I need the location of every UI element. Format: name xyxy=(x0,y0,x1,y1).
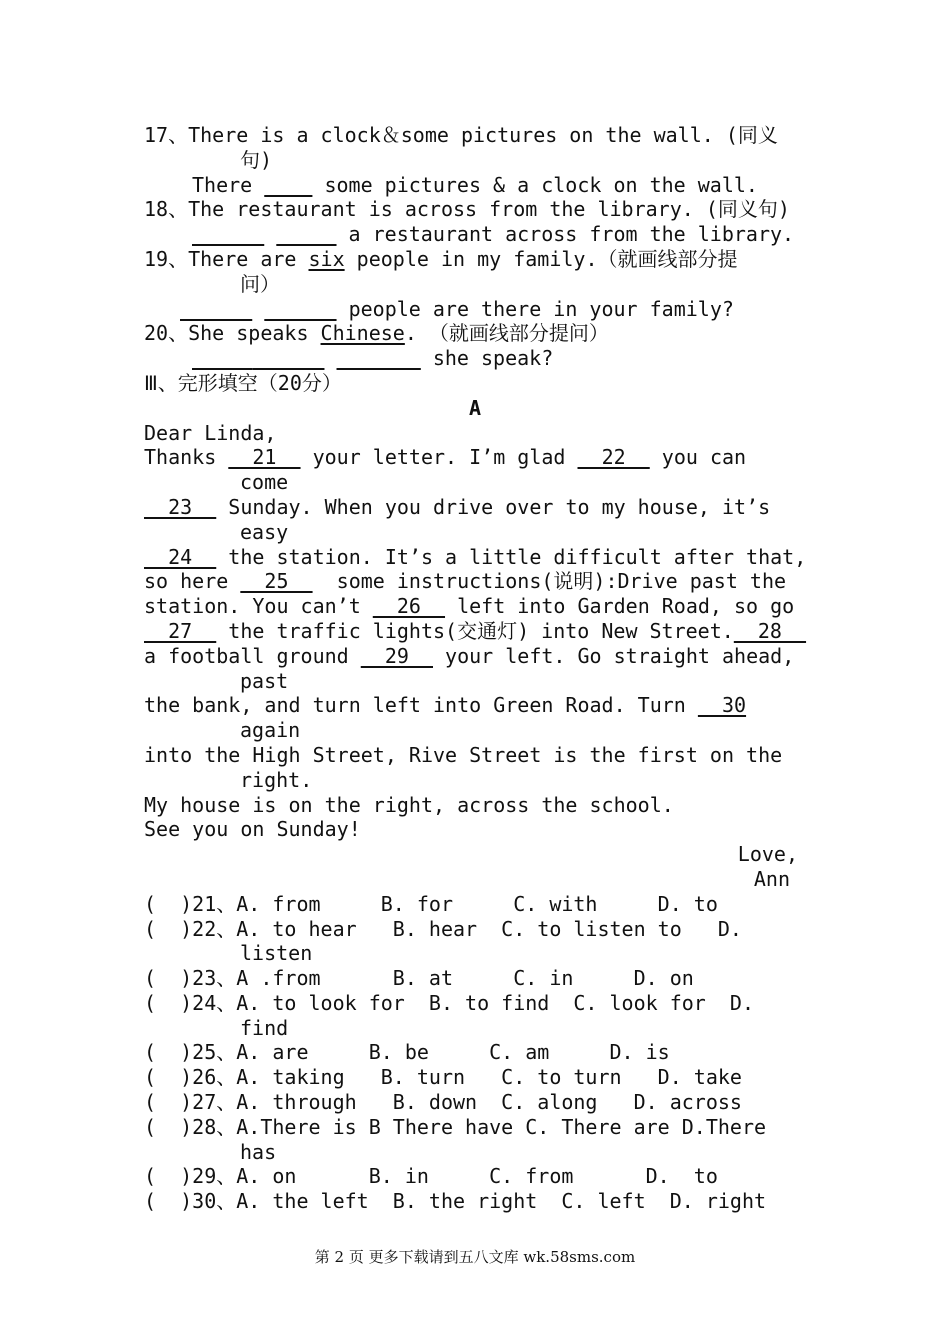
question-19-cont-text: 问） xyxy=(240,271,280,296)
letter-text: the bank, and turn left into Green Road. Turn xyxy=(144,693,698,718)
letter-text: your left. Go straight ahead, xyxy=(433,643,795,668)
blank-19-1[interactable] xyxy=(180,297,252,321)
letter-line-9-cont: right. xyxy=(240,767,313,792)
answer-20-rest: she speak? xyxy=(420,346,554,371)
option-row-27: ( )27、A. through B. down C. along D. across xyxy=(144,1090,742,1115)
letter-line-2-cont: easy xyxy=(240,519,289,544)
option-row-26: ( )26、A. taking B. turn C. to turn D. take xyxy=(144,1065,742,1090)
letter-line-1 xyxy=(144,445,806,470)
question-20-pre: 20、She speaks xyxy=(144,321,321,346)
option-row-22-cont: listen xyxy=(240,941,313,966)
blank-18-1[interactable] xyxy=(192,222,264,246)
letter-text: Thanks xyxy=(144,445,229,470)
blank-19-2[interactable] xyxy=(264,297,336,321)
question-19 xyxy=(144,247,806,272)
question-17 xyxy=(144,123,806,148)
blank-23[interactable]: 23 xyxy=(144,494,217,519)
blank-17[interactable] xyxy=(264,173,312,197)
letter-line-2 xyxy=(144,495,806,520)
option-row-28: ( )28、A.There is B There have C. There are D.There xyxy=(144,1114,767,1139)
option-row-22: ( )22、A. to hear B. hear C. to listen to D. xyxy=(144,916,742,941)
blank-29[interactable]: 29 xyxy=(360,643,433,668)
letter-line-7-cont: past xyxy=(240,668,289,693)
blank-28[interactable]: 28 xyxy=(733,618,807,643)
page-footer: 第 2 页 更多下载请到五八文库 wk.58sms.com xyxy=(314,1248,636,1266)
letter-line-9: into the High Street, Rive Street is the first on the xyxy=(144,742,783,767)
question-19-underlined: six xyxy=(308,246,345,271)
blank-25[interactable]: 25 xyxy=(240,569,313,594)
option-row-23: ( )23、A .from B. at C. in D. on xyxy=(144,966,694,991)
letter-line-3 xyxy=(144,545,806,570)
blank-27[interactable]: 27 xyxy=(144,618,217,643)
answer-17-start: There xyxy=(192,172,265,197)
letter-closing: Love, xyxy=(737,842,798,867)
section-heading xyxy=(144,371,806,396)
letter-line-8 xyxy=(144,693,806,718)
blank-20-3[interactable] xyxy=(337,346,421,370)
question-20-underlined: Chinese xyxy=(320,321,405,346)
blank-30[interactable]: 30 xyxy=(697,693,747,718)
blank-18-2[interactable] xyxy=(276,222,336,246)
blank-26[interactable]: 26 xyxy=(372,594,446,619)
question-19-cont xyxy=(144,272,806,297)
letter-line-10: My house is on the right, across the school. xyxy=(144,792,674,817)
option-row-28-cont: has xyxy=(240,1139,277,1164)
question-20 xyxy=(144,321,806,346)
letter-text: left into Garden Road, so go xyxy=(445,594,795,619)
passage-label: A xyxy=(468,395,482,420)
letter-line-6 xyxy=(144,619,806,644)
answer-17-rest: some pictures & a clock on the wall. xyxy=(312,172,758,197)
answer-20 xyxy=(144,346,806,371)
letter-line-11: See you on Sunday! xyxy=(144,817,361,842)
question-17-text: 17、There is a clock＆some pictures on the wall. (同义 xyxy=(144,123,778,147)
letter-text: station. You can’t xyxy=(144,594,373,619)
question-18 xyxy=(144,197,806,222)
question-19-post: people in my family.（就画线部分提 xyxy=(344,246,738,271)
option-row-29: ( )29、A. on B. in C. from D. to xyxy=(144,1164,718,1189)
letter-text: you can xyxy=(649,445,747,470)
option-row-25: ( )25、A. are B. be C. am D. is xyxy=(144,1040,670,1065)
answer-19-rest: people are there in your family? xyxy=(336,296,734,321)
letter-text: so here xyxy=(144,569,241,594)
letter-text: the station. It’s a little difficult after that, xyxy=(216,544,807,569)
question-18-text: 18、The restaurant is across from the library. (同义句) xyxy=(144,197,790,222)
letter-text: some instructions(说明):Drive past the xyxy=(312,569,787,594)
question-17-cont xyxy=(144,148,806,173)
answer-18 xyxy=(144,222,806,247)
option-row-21: ( )21、A. from B. for C. with D. to xyxy=(144,891,718,916)
option-row-30: ( )30、A. the left B. the right C. left D. right xyxy=(144,1189,767,1214)
blank-20-2[interactable] xyxy=(252,346,324,370)
letter-greeting: Dear Linda, xyxy=(144,420,277,445)
question-20-post: . （就画线部分提问） xyxy=(404,321,609,346)
blank-21[interactable]: 21 xyxy=(228,445,301,470)
letter-line-4 xyxy=(144,569,806,594)
letter-text: the traffic lights(交通灯) into New Street. xyxy=(216,618,734,643)
worksheet-content xyxy=(144,123,806,1214)
question-17-cont-text: 句) xyxy=(240,147,273,172)
answer-17 xyxy=(144,173,806,198)
letter-line-8-cont: again xyxy=(240,718,301,743)
letter-text: your letter. I’m glad xyxy=(300,445,578,470)
blank-24[interactable]: 24 xyxy=(144,544,217,569)
answer-19 xyxy=(144,297,806,322)
blank-22[interactable]: 22 xyxy=(577,445,650,470)
option-row-24-cont: find xyxy=(240,1015,289,1040)
letter-line-7 xyxy=(144,644,806,669)
letter-line-5 xyxy=(144,594,806,619)
letter-text: a football ground xyxy=(144,643,361,668)
letter-signature: Ann xyxy=(753,866,790,891)
blank-20-1[interactable] xyxy=(192,346,252,370)
section-heading-text: Ⅲ、完形填空（20分） xyxy=(144,370,342,395)
answer-18-rest: a restaurant across from the library. xyxy=(336,222,795,247)
letter-line-1-cont: come xyxy=(240,470,289,495)
question-19-pre: 19、There are xyxy=(144,246,309,271)
letter-text: Sunday. When you drive over to my house, it’s xyxy=(216,494,771,519)
option-row-24: ( )24、A. to look for B. to find C. look for D. xyxy=(144,990,755,1015)
